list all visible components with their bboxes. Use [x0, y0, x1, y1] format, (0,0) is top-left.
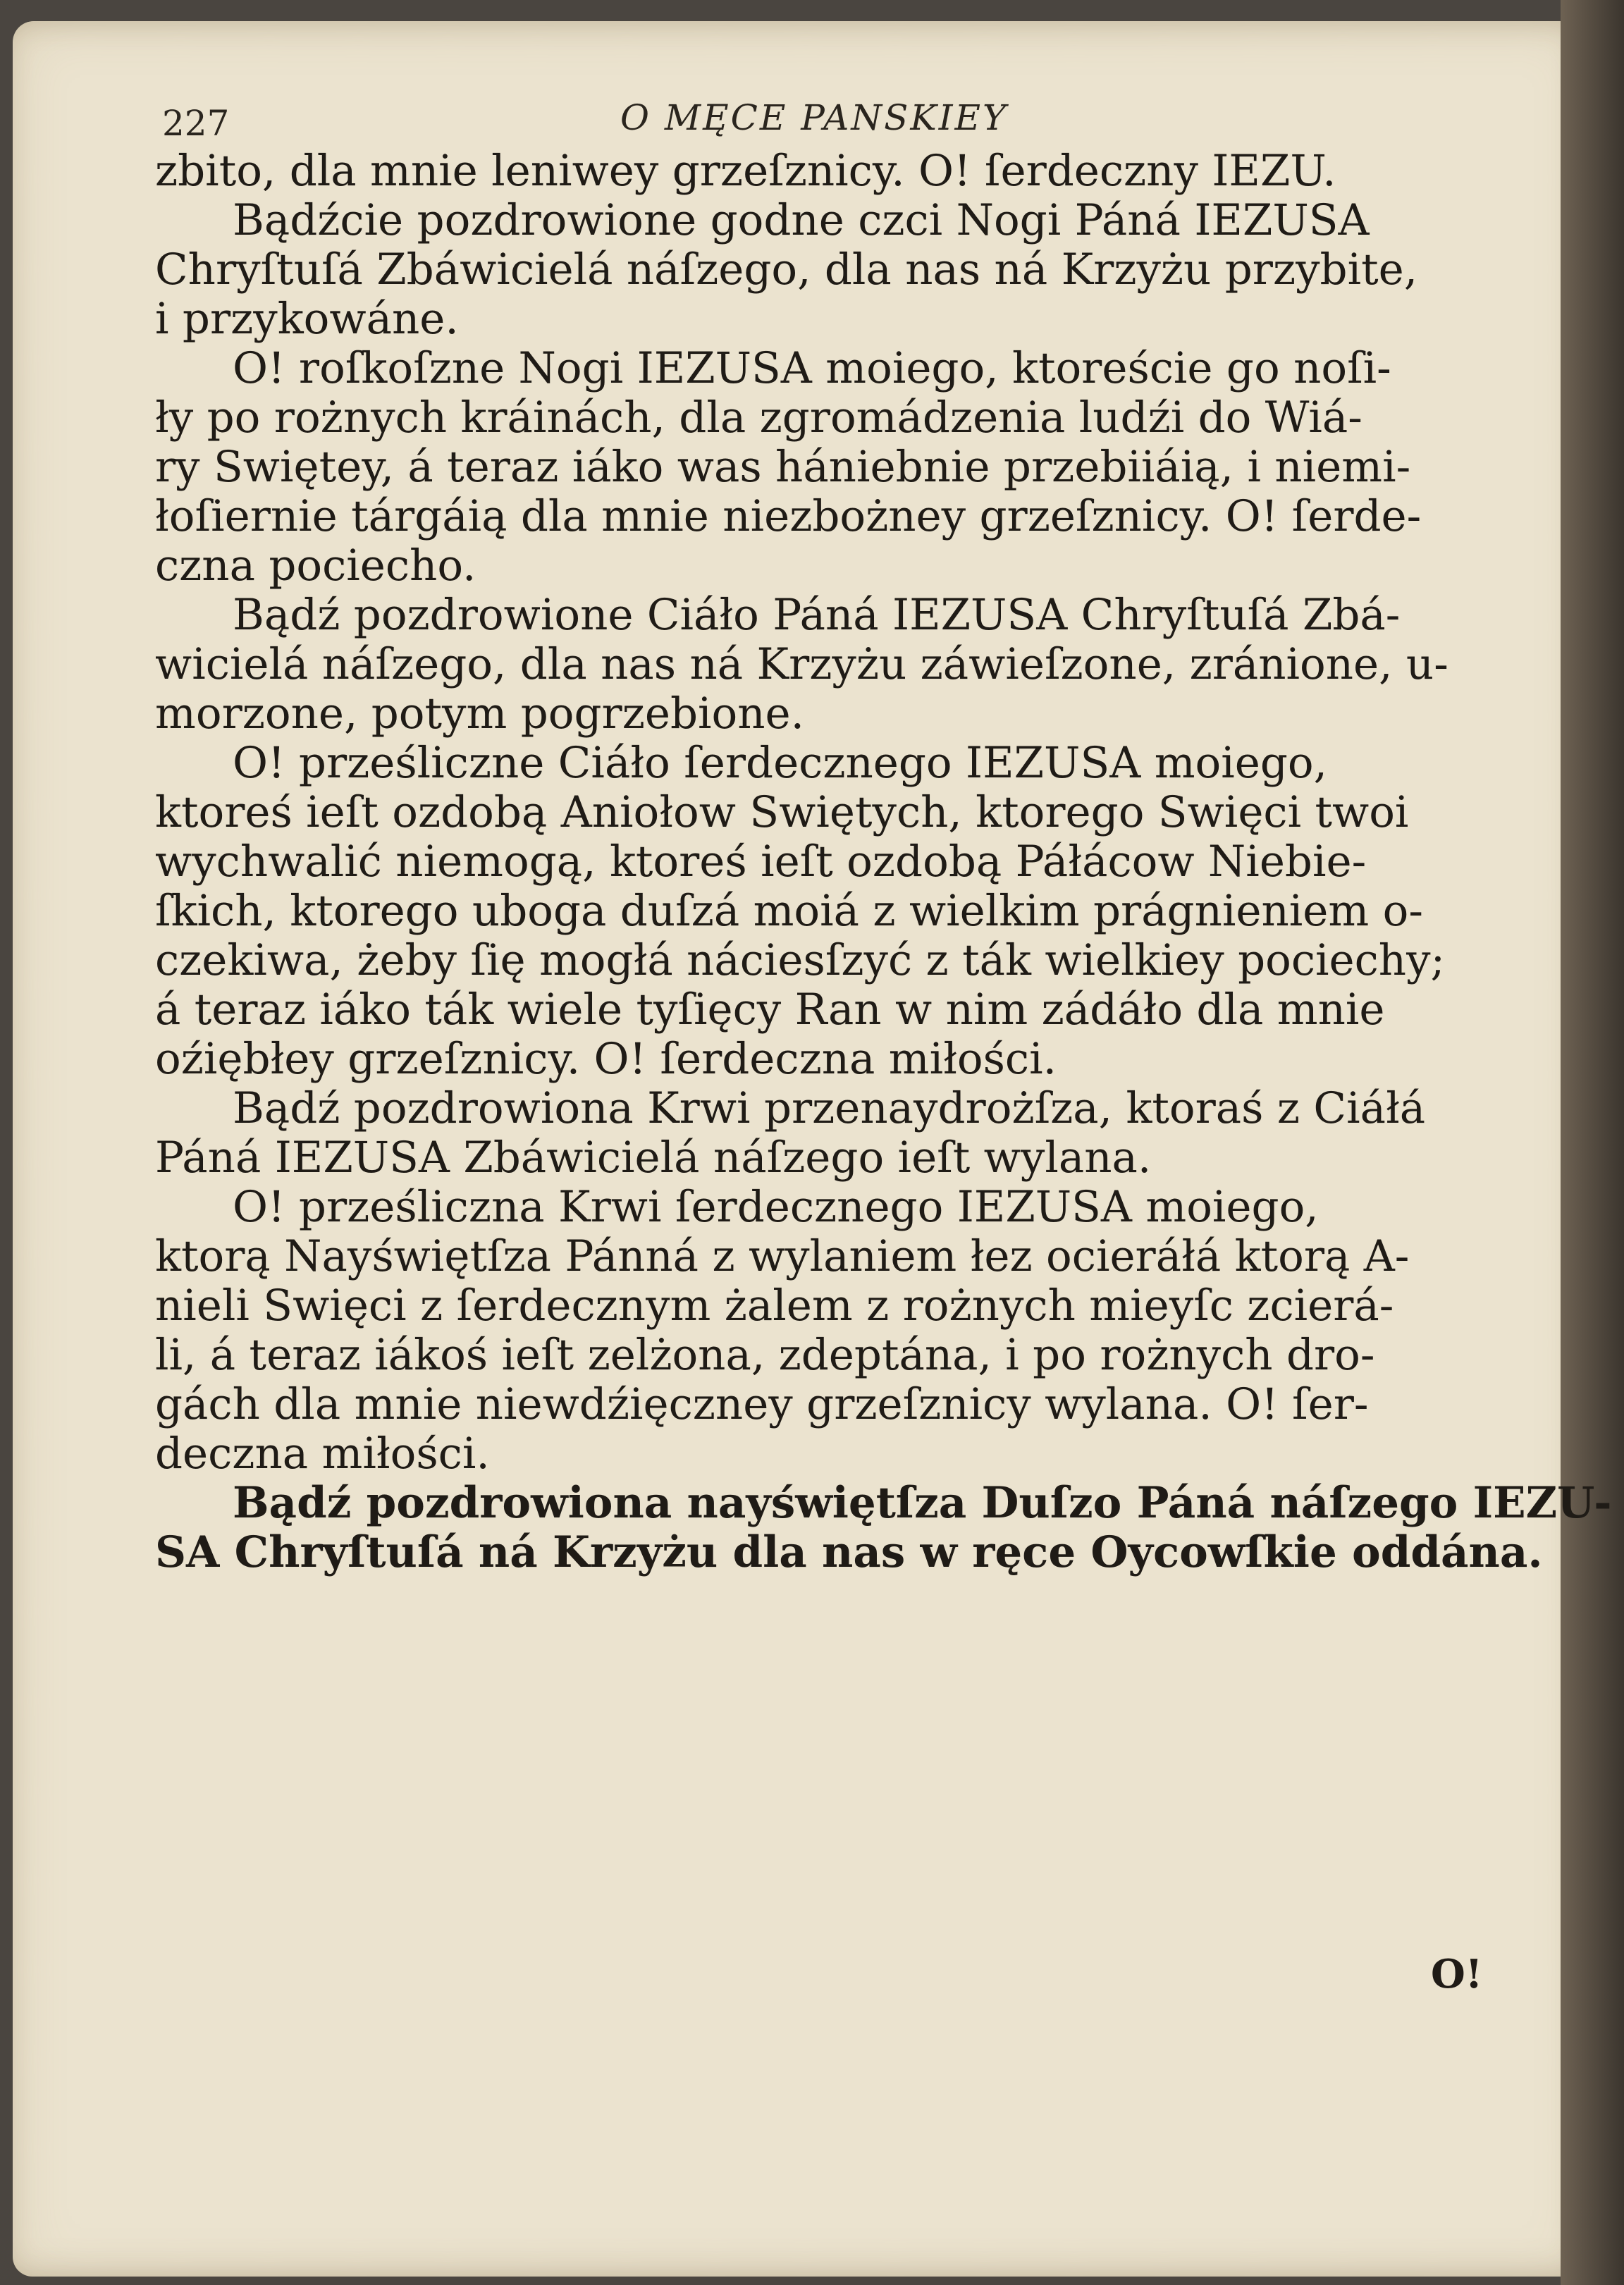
text-line: á teraz iáko ták wiele tyſięcy Ran w nim zádáło dla mnie: [155, 985, 1385, 1035]
running-title: O MĘCE PANSKIEY: [620, 97, 1009, 138]
text-line: nieli Swięci z ſerdecznym żalem z rożnych mieyſc zcierá-: [155, 1281, 1394, 1331]
text-line: ły po rożnych kráinách, dla zgromádzenia ludźi do Wiá-: [155, 393, 1362, 443]
text-line: Bądź pozdrowiona nayświętſza Duſzo Páná náſzego IEZU-: [233, 1478, 1612, 1528]
text-line: oźiębłey grzeſznicy. O! ſerdeczna miłości.: [155, 1034, 1057, 1084]
text-line: O! prześliczne Ciáło ſerdecznego IEZUSA moiego,: [233, 738, 1328, 788]
text-line: SA Chryſtuſá ná Krzyżu dla nas w ręce Oycowſkie oddána.: [155, 1527, 1543, 1577]
text-line: O! prześliczna Krwi ſerdecznego IEZUSA moiego,: [233, 1182, 1319, 1232]
text-line: li, á teraz iákoś ieſt zelżona, zdeptána, i po rożnych dro-: [155, 1330, 1375, 1380]
text-line: łoſiernie tárgáią dla mnie niezbożney grzeſznicy. O! ſerde-: [155, 491, 1422, 541]
text-line: deczna miłości.: [155, 1429, 490, 1479]
text-line: Bądź pozdrowione Ciáło Páná IEZUSA Chryſtuſá Zbá-: [233, 590, 1401, 640]
text-line: gách dla mnie niewdźięczney grzeſznicy wylana. O! ſer-: [155, 1379, 1369, 1429]
text-line: i przykowáne.: [155, 294, 459, 344]
text-line: Páná IEZUSA Zbáwicielá náſzego ieſt wylana.: [155, 1133, 1152, 1183]
book-edge: [1561, 0, 1624, 2285]
text-line: Chryſtuſá Zbáwicielá náſzego, dla nas ná Krzyżu przybite,: [155, 245, 1418, 295]
text-line: ry Swiętey, á teraz iáko was hániebnie przebiiáią, i niemi-: [155, 442, 1411, 492]
text-line: ktoreś ieſt ozdobą Aniołow Swiętych, ktorego Swięci twoi: [155, 787, 1409, 837]
text-line: O! roſkoſzne Nogi IEZUSA moiego, ktoreście go noſi-: [233, 343, 1391, 393]
text-line: czekiwa, żeby ſię mogłá náciesſzyć z ták wielkiey pociechy;: [155, 935, 1446, 985]
catchword: O!: [1431, 1951, 1483, 1997]
text-line: ſkich, ktorego uboga duſzá moiá z wielkim prágnieniem o-: [155, 886, 1423, 936]
text-line: ktorą Nayświętſza Pánná z wylaniem łez ocieráłá ktorą A-: [155, 1231, 1410, 1281]
text-line: zbito, dla mnie leniwey grzeſznicy. O! ſerdeczny IEZU.: [155, 146, 1336, 196]
text-line: Bądźcie pozdrowione godne czci Nogi Páná IEZUSA: [233, 195, 1370, 245]
page-number: 227: [162, 103, 230, 144]
running-head: [0, 0, 1624, 144]
text-line: wychwalić niemogą, ktoreś ieſt ozdobą Páłácow Niebie-: [155, 837, 1367, 887]
text-line: Bądź pozdrowiona Krwi przenaydrożſza, ktoraś z Ciáłá: [233, 1083, 1426, 1133]
text-line: czna pociecho.: [155, 541, 476, 591]
text-line: morzone, potym pogrzebione.: [155, 689, 805, 739]
body-text: [155, 146, 1612, 1577]
text-line: wicielá náſzego, dla nas ná Krzyżu záwieſzone, zránione, u-: [155, 639, 1448, 689]
